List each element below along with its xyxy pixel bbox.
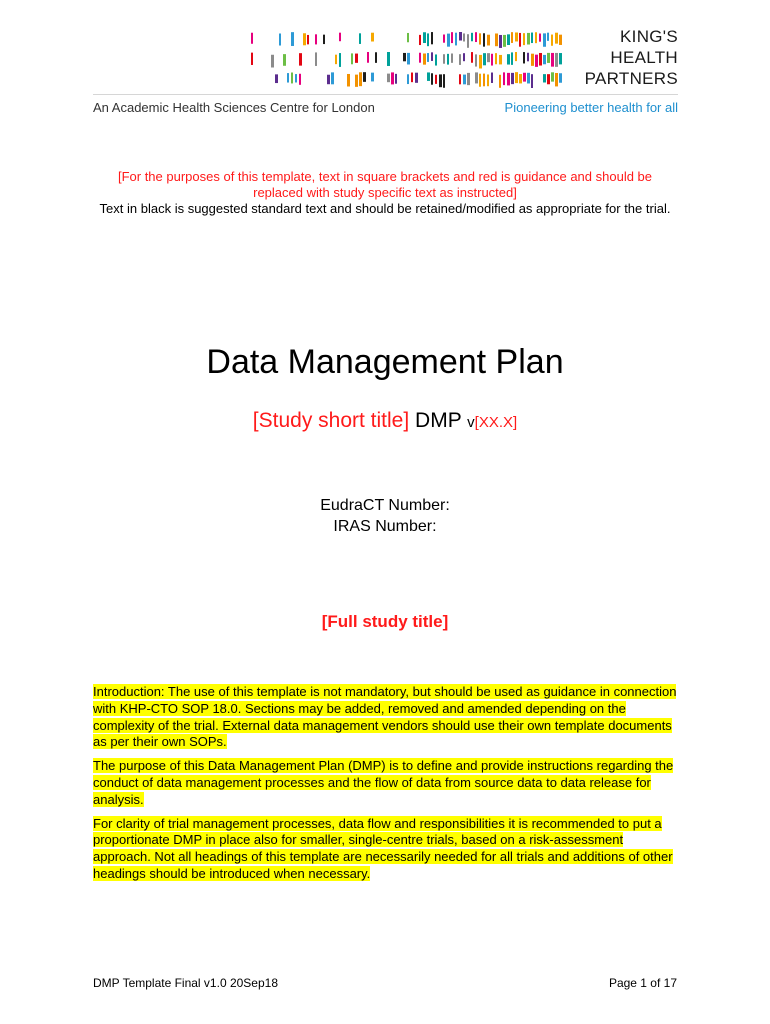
logo-figure-mark <box>479 74 481 87</box>
logo-figure-mark <box>447 34 450 47</box>
logo-figure-mark <box>375 52 377 63</box>
logo-figure-mark <box>523 73 526 82</box>
logo-figure-mark <box>287 73 289 82</box>
logo-figure-mark <box>511 73 514 84</box>
logo-figure-mark <box>371 73 374 82</box>
logo-figure-mark <box>463 53 465 61</box>
logo-figure-mark <box>339 33 341 42</box>
logo-figure-mark <box>487 35 490 46</box>
logo-figure-mark <box>411 73 413 83</box>
logo-figure-mark <box>559 35 562 45</box>
logo-figure-mark <box>507 34 510 45</box>
logo-figure-mark <box>279 33 281 45</box>
guidance-black-text: Text in black is suggested standard text and should be retained/modified as appropriate for the trial. <box>99 201 671 216</box>
kings-health-partners-wordmark <box>585 26 678 89</box>
logo-figure-mark <box>407 53 410 65</box>
document-subtitle <box>0 409 770 433</box>
logo-figure-mark <box>487 74 489 86</box>
logo-figure-mark <box>547 53 550 63</box>
logo-figure-mark <box>299 53 302 65</box>
logo-figure-mark <box>327 75 330 84</box>
logo-figure-mark <box>443 74 445 88</box>
logo-figure-mark <box>511 32 513 43</box>
introduction-section <box>93 684 677 890</box>
logo-figure-mark <box>479 55 482 69</box>
logo-figure-mark <box>535 32 537 43</box>
version-placeholder: [XX.X] <box>474 414 518 431</box>
logo-figure-mark <box>359 72 362 86</box>
logo-figure-mark <box>475 32 477 42</box>
logo-figure-mark <box>487 53 490 62</box>
logo-figure-mark <box>435 75 437 84</box>
document-title: Data Management Plan <box>206 343 564 381</box>
intro-paragraph-text: Introduction: The use of this template is not mandatory, but should be used as guidance in connection with KHP-CTO SOP 18.0. Sections may be added, removed and amended depending on the complexity of the trial. External data management vendors should use their own template documents as per their own SOPs. <box>93 684 677 750</box>
footer-page-number: Page 1 of 17 <box>608 976 677 990</box>
logo-figure-mark <box>355 75 358 87</box>
logo-figure-mark <box>495 33 498 46</box>
logo-figure-mark <box>463 33 465 41</box>
iras-number-label: IRAS Number: <box>333 518 437 535</box>
logo-figure-mark <box>555 33 558 44</box>
logo-line-3: PARTNERS <box>584 69 678 88</box>
intro-paragraph <box>93 816 677 883</box>
header-tagline-left: An Academic Health Sciences Centre for London <box>93 100 375 115</box>
logo-figure-mark <box>427 72 430 80</box>
logo-figure-mark <box>475 54 477 66</box>
logo-figure-mark <box>543 74 546 82</box>
logo-figure-mark <box>435 54 437 65</box>
logo-figure-mark <box>515 52 517 61</box>
logo-figure-mark <box>531 74 533 88</box>
logo-figure-mark <box>431 32 433 44</box>
intro-paragraph <box>93 758 677 808</box>
logo-figure-mark <box>515 72 518 83</box>
logo-figure-mark <box>367 52 369 63</box>
logo-figure-mark <box>419 35 421 45</box>
study-short-title-placeholder: [Study short title] <box>252 409 410 432</box>
full-study-title-placeholder: [Full study title] <box>321 612 449 631</box>
logo-figure-mark <box>463 75 466 85</box>
guidance-red-text: [For the purposes of this template, text in square brackets and red is guidance and should be replaced with study specific text as instructed] <box>117 169 653 200</box>
logo-figure-mark <box>283 54 286 66</box>
logo-figure-mark <box>475 72 478 83</box>
logo-figure-mark <box>543 55 546 64</box>
logo-figure-mark <box>527 33 530 45</box>
logo-figure-mark <box>527 73 530 84</box>
logo-figure-mark <box>491 73 493 83</box>
logo-figure-mark <box>347 74 350 87</box>
logo-figure-mark <box>299 74 301 85</box>
logo-figure-mark <box>471 52 473 63</box>
version-prefix: v <box>467 414 475 431</box>
logo-figure-mark <box>431 73 433 84</box>
document-header <box>93 26 678 118</box>
logo-figure-mark <box>359 33 361 44</box>
logo-figure-mark <box>427 33 429 46</box>
intro-paragraph-text: The purpose of this Data Management Plan (DMP) is to define and provide instructions regarding the conduct of data management processes and the flow of data from source data to data release for analysis. <box>93 758 674 807</box>
logo-figure-mark <box>523 33 525 45</box>
logo-figure-mark <box>371 33 374 42</box>
logo-figure-mark <box>523 52 525 63</box>
logo-figure-mark <box>555 53 558 67</box>
logo-figure-mark <box>335 55 337 64</box>
logo-figure-mark <box>551 53 554 67</box>
logo-figure-mark <box>539 34 541 42</box>
logo-figure-mark <box>535 55 538 67</box>
logo-line-1: KING'S <box>620 27 678 46</box>
logo-figure-mark <box>507 54 510 64</box>
logo-figure-mark <box>559 53 562 64</box>
logo-figure-mark <box>467 34 469 48</box>
logo-figure-mark <box>303 33 306 45</box>
logo-figure-mark <box>387 52 390 66</box>
intro-paragraph-text: For clarity of trial management processes, data flow and responsibilities it is recommended to put a proportionate DMP in place also for smaller, single-centre trials, based on a risk-assessment approach. Not all headings of this template are necessarily needed for all trials and additions of other headings should be introduced when necessary. <box>93 815 673 881</box>
logo-figure-mark <box>471 33 473 41</box>
logo-figure-mark <box>447 54 449 65</box>
logo-figure-mark <box>495 53 497 64</box>
logo-figure-mark <box>559 73 562 82</box>
logo-figure-mark <box>427 53 429 62</box>
logo-figure-mark <box>363 72 366 82</box>
logo-figure-mark <box>423 32 426 43</box>
logo-figure-mark <box>511 52 513 64</box>
logo-figure-mark <box>251 33 253 44</box>
logo-figure-mark <box>459 54 461 65</box>
logo-figure-mark <box>519 33 521 47</box>
logo-figure-mark <box>391 72 394 84</box>
logo-figure-mark <box>539 53 542 66</box>
logo-figure-mark <box>351 53 353 64</box>
logo-figure-mark <box>403 53 406 61</box>
logo-figure-mark <box>451 53 453 62</box>
logo-figure-mark <box>499 55 502 64</box>
logo-figure-mark <box>499 75 501 88</box>
header-divider <box>93 94 678 95</box>
logo-figure-mark <box>459 32 462 41</box>
kings-health-partners-logo-graphic <box>93 26 563 88</box>
logo-figure-mark <box>291 32 294 46</box>
logo-figure-mark <box>519 74 522 83</box>
logo-figure-mark <box>415 73 418 83</box>
logo-figure-mark <box>355 54 358 63</box>
logo-figure-mark <box>547 33 549 41</box>
logo-figure-mark <box>551 72 554 81</box>
logo-figure-mark <box>291 73 293 84</box>
logo-line-2: HEALTH <box>610 48 678 67</box>
logo-figure-mark <box>543 33 546 46</box>
template-guidance-note <box>95 169 675 217</box>
logo-figure-mark <box>251 53 253 65</box>
footer-document-id: DMP Template Final v1.0 20Sep18 <box>93 976 278 990</box>
logo-figure-mark <box>459 74 461 84</box>
logo-figure-mark <box>331 72 334 84</box>
logo-figure-mark <box>531 54 534 66</box>
logo-figure-mark <box>443 54 445 64</box>
logo-figure-mark <box>387 74 390 83</box>
logo-figure-mark <box>323 35 325 44</box>
logo-figure-mark <box>315 52 317 66</box>
logo-figure-mark <box>531 33 533 44</box>
logo-figure-mark <box>507 73 510 86</box>
logo-figure-mark <box>395 74 397 84</box>
logo-figure-mark <box>555 73 558 86</box>
logo-figure-mark <box>455 33 457 46</box>
logo-figure-mark <box>295 74 297 82</box>
logo-figure-mark <box>503 35 506 47</box>
logo-figure-mark <box>483 74 485 87</box>
logo-figure-mark <box>451 32 453 43</box>
logo-figure-mark <box>515 32 518 41</box>
intro-paragraph <box>93 684 677 751</box>
eudract-number-label: EudraCT Number: <box>320 497 450 514</box>
dmp-label: DMP <box>415 409 462 432</box>
logo-figure-mark <box>547 74 550 84</box>
logo-figure-mark <box>271 55 274 68</box>
logo-figure-mark <box>307 35 309 44</box>
logo-figure-mark <box>491 54 493 66</box>
header-tagline-right: Pioneering better health for all <box>504 100 678 115</box>
logo-figure-mark <box>339 53 341 67</box>
logo-figure-mark <box>315 34 317 44</box>
logo-figure-mark <box>499 35 502 48</box>
logo-figure-mark <box>423 53 426 64</box>
logo-figure-mark <box>551 35 553 46</box>
logo-figure-mark <box>483 33 485 46</box>
logo-figure-mark <box>439 74 442 87</box>
logo-figure-mark <box>483 53 486 65</box>
logo-figure-mark <box>443 34 445 42</box>
logo-figure-mark <box>467 73 470 85</box>
logo-figure-mark <box>503 72 505 85</box>
logo-figure-mark <box>479 33 481 44</box>
trial-numbers <box>0 495 770 537</box>
logo-figure-mark <box>275 74 278 83</box>
logo-figure-mark <box>431 52 433 61</box>
logo-figure-mark <box>407 33 409 42</box>
logo-figure-mark <box>407 74 409 84</box>
logo-figure-mark <box>419 53 421 63</box>
logo-figure-mark <box>527 53 529 62</box>
